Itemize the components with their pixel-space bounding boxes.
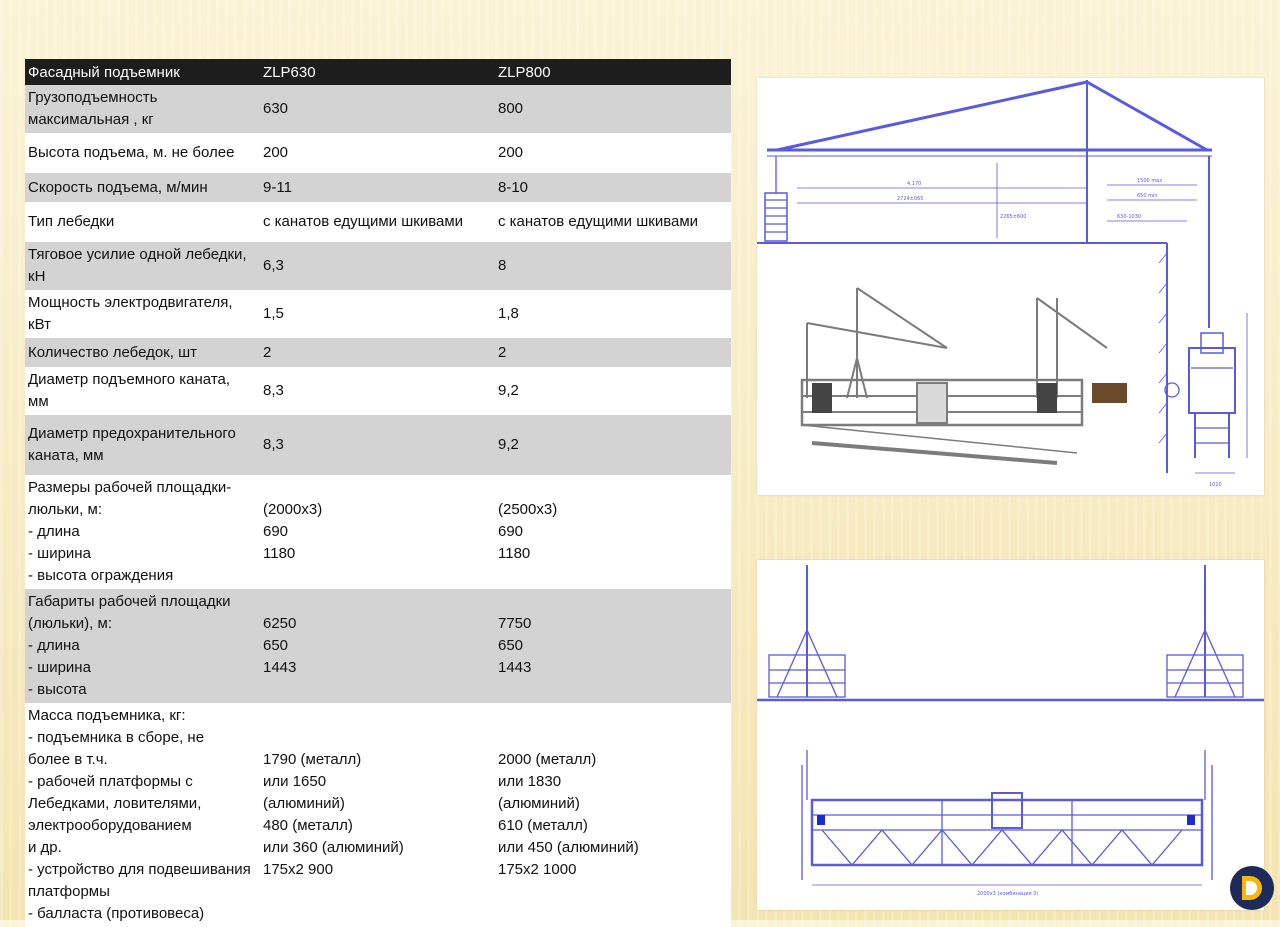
- cell-line: 8,3: [263, 436, 284, 453]
- table-row: [25, 173, 731, 202]
- table-row: [25, 475, 731, 589]
- cell-line: 8-10: [498, 178, 529, 196]
- table-header-row: [25, 59, 731, 85]
- dim-label: 2724±065: [897, 196, 924, 202]
- cell-line: (2500х3): [498, 501, 558, 518]
- cell-line: и др.: [28, 839, 62, 856]
- cell-line: 8: [498, 257, 507, 274]
- cell-line: Количество лебедок, шт: [28, 343, 197, 361]
- cell-line: [498, 705, 728, 727]
- cell-line: Диаметр подъемного каната,: [28, 371, 231, 388]
- row-value-zlp630: [260, 173, 495, 202]
- cell-line: 200: [263, 144, 289, 161]
- cell-line: Скорость подъема, м/мин: [28, 178, 208, 196]
- dim-label: 630-1030: [1117, 214, 1142, 220]
- platform-front-drawing: [757, 560, 1264, 910]
- cell-line: Размеры рабочей площадки-: [28, 479, 232, 496]
- cell-line: 650: [263, 637, 289, 654]
- cell-line: 2000 (металл): [498, 751, 597, 768]
- cell-line: 200: [498, 144, 524, 161]
- cell-line: Габариты рабочей площадки: [28, 593, 231, 610]
- brand-logo: [1228, 864, 1276, 912]
- row-label-cell: [25, 202, 260, 242]
- cell-line: [498, 881, 728, 903]
- table-row: [25, 85, 731, 133]
- cell-line: - длина: [28, 523, 80, 540]
- table-row: [25, 589, 731, 703]
- row-value-zlp800: [495, 173, 731, 202]
- table-row: [25, 290, 731, 338]
- row-value-zlp630: [260, 133, 495, 173]
- motor-block-right: [1187, 815, 1195, 825]
- cell-line: - подъемника в сборе, не: [28, 729, 205, 746]
- cell-line: [498, 727, 728, 749]
- table-row: [25, 338, 731, 367]
- cell-line: - высота: [28, 681, 87, 698]
- cell-line: 9-11: [263, 178, 292, 196]
- cell-line: с канатов едущими шкивами: [498, 213, 699, 230]
- cell-line: - балласта (противовеса): [28, 905, 205, 922]
- cell-line: (люльки), м:: [28, 615, 112, 632]
- row-label-cell: [25, 367, 260, 415]
- cell-line: 1,8: [498, 305, 519, 322]
- row-value-zlp800: [495, 367, 731, 415]
- row-label-cell: [25, 290, 260, 338]
- header-cell: Фасадный подъемник: [25, 59, 260, 85]
- row-value-zlp630: [260, 242, 495, 290]
- row-value-zlp800: [495, 703, 731, 927]
- cell-line: 1180: [263, 545, 296, 562]
- cell-line: 610 (металл): [498, 817, 588, 834]
- cell-line: 175x2 900: [263, 861, 334, 878]
- cell-line: - высота ограждения: [28, 567, 174, 584]
- table-row: [25, 242, 731, 290]
- cell-line: или 450 (алюминий): [498, 839, 639, 856]
- row-value-zlp800: [495, 475, 731, 589]
- row-label-cell: [25, 589, 260, 703]
- cell-line: 650: [498, 637, 524, 654]
- cell-line: 175x2 1000: [498, 861, 577, 878]
- cell-line: 2: [263, 343, 272, 361]
- cell-line: 1180: [498, 545, 531, 562]
- header-cell: ZLP800: [495, 59, 731, 85]
- cell-line: или 1650: [263, 773, 327, 790]
- cell-line: - устройство для подвешивания: [28, 861, 251, 878]
- lift-drawing-svg: [757, 78, 1264, 495]
- brand-logo-icon: [1228, 864, 1276, 912]
- cell-line: [263, 565, 492, 587]
- header-cell: ZLP630: [260, 59, 495, 85]
- table-row: [25, 133, 731, 173]
- row-value-zlp800: [495, 133, 731, 173]
- dim-label: 2000х3 (комбинация 3): [977, 891, 1039, 897]
- platform-drawing-svg: [757, 560, 1264, 910]
- row-value-zlp800: [495, 290, 731, 338]
- cell-line: (алюминий): [498, 795, 580, 812]
- cell-line: 690: [263, 523, 289, 540]
- row-value-zlp630: [260, 202, 495, 242]
- row-value-zlp800: [495, 85, 731, 133]
- cell-line: 7750: [498, 615, 532, 632]
- cell-line: [498, 591, 728, 613]
- row-value-zlp630: [260, 589, 495, 703]
- cell-line: 690: [498, 523, 524, 540]
- cell-line: [263, 679, 492, 701]
- cell-line: [263, 903, 492, 925]
- cell-line: [263, 591, 492, 613]
- table-body: [25, 85, 731, 927]
- row-value-zlp630: [260, 85, 495, 133]
- row-value-zlp630: [260, 367, 495, 415]
- row-label-cell: [25, 173, 260, 202]
- cell-line: - ширина: [28, 659, 91, 676]
- cell-line: платформы: [28, 883, 110, 900]
- row-label-cell: [25, 133, 260, 173]
- cell-line: [263, 477, 492, 499]
- row-label-cell: [25, 338, 260, 367]
- cell-line: Диаметр предохранительного: [28, 425, 236, 442]
- row-label-cell: [25, 703, 260, 927]
- row-value-zlp630: [260, 475, 495, 589]
- dim-label: 4,170: [907, 181, 922, 187]
- cell-line: 9,2: [498, 436, 519, 453]
- cell-line: - рабочей платформы с: [28, 773, 193, 790]
- table-row: [25, 202, 731, 242]
- cell-line: 1,5: [263, 305, 284, 322]
- cell-line: 1443: [498, 659, 532, 676]
- cell-line: (2000х3): [263, 501, 323, 518]
- cell-line: 1790 (металл): [263, 751, 362, 768]
- gondola-photo: [802, 288, 1127, 463]
- row-value-zlp630: [260, 338, 495, 367]
- cell-line: с канатов едущими шкивами: [263, 213, 464, 230]
- cell-line: Мощность электродвигателя,: [28, 294, 233, 311]
- cell-line: кН: [28, 268, 46, 285]
- table-row: [25, 415, 731, 475]
- row-value-zlp800: [495, 415, 731, 475]
- row-value-zlp800: [495, 202, 731, 242]
- cell-line: (алюминий): [263, 795, 345, 812]
- cell-line: 1443: [263, 659, 297, 676]
- cell-line: - длина: [28, 637, 80, 654]
- cell-line: 630: [263, 100, 289, 117]
- row-value-zlp630: [260, 703, 495, 927]
- cell-line: каната, мм: [28, 447, 104, 464]
- cell-line: люльки, м:: [28, 501, 102, 518]
- table-row: [25, 703, 731, 927]
- row-value-zlp800: [495, 242, 731, 290]
- cell-line: Лебедками, ловителями,: [28, 795, 202, 812]
- row-label-cell: [25, 242, 260, 290]
- cell-line: Тип лебедки: [28, 213, 115, 230]
- row-value-zlp800: [495, 589, 731, 703]
- row-label-cell: [25, 85, 260, 133]
- cell-line: [498, 477, 728, 499]
- cell-line: или 360 (алюминий): [263, 839, 404, 856]
- dim-label: 1500 max: [1137, 178, 1163, 184]
- cell-line: [263, 705, 492, 727]
- cell-line: Масса подъемника, кг:: [28, 707, 186, 724]
- cell-line: 800: [498, 100, 524, 117]
- cell-line: 6250: [263, 615, 297, 632]
- dim-label: 1010: [1209, 482, 1222, 488]
- cell-line: кВт: [28, 316, 51, 333]
- row-value-zlp800: [495, 338, 731, 367]
- motor-block-left: [817, 815, 825, 825]
- spec-table: [25, 59, 731, 927]
- row-label-cell: [25, 475, 260, 589]
- table-row: [25, 367, 731, 415]
- cell-line: Высота подъема, м. не более: [28, 144, 235, 161]
- row-value-zlp630: [260, 290, 495, 338]
- cell-line: мм: [28, 393, 49, 410]
- cell-line: Грузоподъемность: [28, 89, 158, 106]
- cell-line: - ширина: [28, 545, 91, 562]
- cell-line: 480 (металл): [263, 817, 353, 834]
- cell-line: [498, 679, 728, 701]
- row-label-cell: [25, 415, 260, 475]
- cell-line: 6,3: [263, 257, 284, 274]
- dim-label: 2265±600: [1000, 214, 1027, 220]
- cell-line: [263, 727, 492, 749]
- cell-line: 2: [498, 343, 507, 361]
- cell-line: 9,2: [498, 382, 519, 399]
- cell-line: [498, 565, 728, 587]
- lift-assembly-drawing: [757, 78, 1264, 495]
- cell-line: [263, 881, 492, 903]
- cell-line: или 1830: [498, 773, 562, 790]
- dim-label: 650 min: [1137, 193, 1158, 199]
- cell-line: Тяговое усилие одной лебедки,: [28, 246, 247, 263]
- cell-line: максимальная , кг: [28, 111, 154, 128]
- cell-line: [498, 903, 728, 925]
- cell-line: более в т.ч.: [28, 751, 108, 768]
- cell-line: 8,3: [263, 382, 284, 399]
- row-value-zlp630: [260, 415, 495, 475]
- cell-line: электрооборудованием: [28, 817, 192, 834]
